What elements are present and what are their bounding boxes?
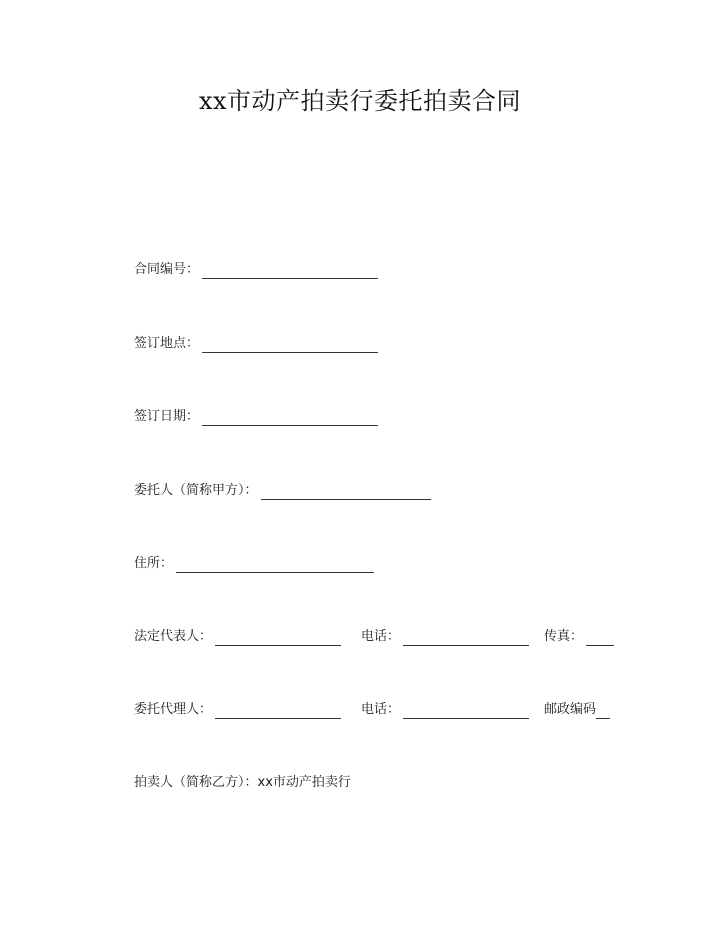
legal-rep-group	[134, 628, 341, 646]
postal-code-blank[interactable]	[596, 704, 610, 719]
agent-group	[134, 701, 341, 719]
agent-phone-label: 电话：	[361, 702, 401, 717]
legal-rep-blank[interactable]	[215, 631, 341, 646]
field-sign-place	[134, 335, 378, 353]
sign-place-label: 签订地点：	[134, 336, 200, 351]
auctioneer-value: xx市动产拍卖行	[257, 775, 351, 790]
sign-date-blank[interactable]	[202, 411, 378, 426]
field-address	[134, 555, 374, 573]
field-auctioneer	[134, 774, 351, 792]
agent-blank[interactable]	[215, 704, 341, 719]
legal-rep-label: 法定代表人：	[134, 629, 213, 644]
auctioneer-label: 拍卖人（简称乙方）：	[134, 775, 258, 790]
field-sign-date	[134, 408, 378, 426]
client-blank[interactable]	[261, 485, 431, 500]
document-title: xx市动产拍卖行委托拍卖合同	[198, 87, 522, 115]
legal-rep-phone-group	[361, 628, 529, 646]
agent-phone-group	[361, 701, 529, 719]
address-blank[interactable]	[176, 558, 374, 573]
agent-phone-blank[interactable]	[403, 704, 529, 719]
field-legal-representative-row	[134, 628, 634, 648]
sign-date-label: 签订日期：	[134, 409, 200, 424]
address-label: 住所：	[134, 556, 174, 571]
fax-group	[544, 628, 614, 646]
fax-label: 传真：	[544, 629, 584, 644]
contract-number-label: 合同编号：	[134, 262, 200, 277]
sign-place-blank[interactable]	[202, 338, 378, 353]
postal-code-group	[544, 701, 610, 719]
postal-code-label: 邮政编码	[544, 702, 597, 717]
field-agent-row	[134, 701, 634, 721]
legal-rep-phone-blank[interactable]	[403, 631, 529, 646]
field-contract-number	[134, 261, 378, 279]
legal-rep-phone-label: 电话：	[361, 629, 401, 644]
fax-blank[interactable]	[586, 631, 614, 646]
client-label: 委托人（简称甲方）：	[134, 483, 258, 498]
contract-number-blank[interactable]	[202, 264, 378, 279]
field-client	[134, 482, 431, 500]
agent-label: 委托代理人：	[134, 702, 213, 717]
